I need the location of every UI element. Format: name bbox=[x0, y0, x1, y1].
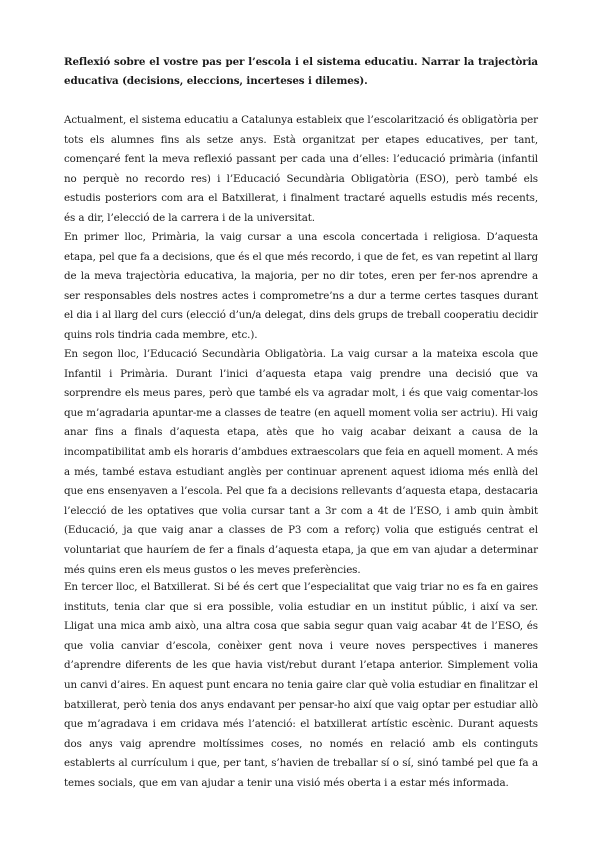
paragraph-intro: Actualment, el sistema educatiu a Catalunya estableix que l’escolarització és obligatòria per tots els alumnes fins als setze anys. Està organitzat per etapes educatives, per tant, començaré fent la meva reflexió passant per cada una d’elles: l’educació primària (infantil no perquè no recordo res) i l’Educació Secundària Obligatòria (ESO), però també els estudis posteriors com ara el Batxillerat, i finalment tractaré aquells estudis més recents, és a dir, l’elecció de la carrera i de la universitat. bbox=[64, 114, 538, 224]
paragraph-batxillerat: En tercer lloc, el Batxillerat. Si bé és cert que l’especialitat que vaig triar no es fa en gaires instituts, tenia clar que si era possible, volia estudiar en un institut públic, i així va ser. Lligat una mica amb això, una altra cosa que sabia segur quan vaig acabar 4t de l’ESO, és que volia canviar d’escola, conèixer gent nova i veure noves perspectives i maneres d’aprendre diferents de les que havia vist/rebut durant l’etapa anterior. Simplement volia un canvi d’aires. En aquest punt encara no tenia gaire clar què volia estudiar en finalitzar el batxillerat, però tenia dos anys endavant per pensar-ho així que vaig optar per estudiar allò que m’agradava i em cridava més l’atenció: el batxillerat artístic escènic. Durant aquests dos anys vaig aprendre moltíssimes coses, no només en relació amb els continguts establerts al currículum i que, per tant, s’havien de treballar sí o sí, sinó també pel que fa a temes socials, que em van ajudar a tenir una visió més oberta i a estar més informada. bbox=[64, 581, 538, 789]
document-title: Reflexió sobre el vostre pas per l’escola i el sistema educatiu. Narrar la trajectòria educativa (decisions, eleccions, incerteses i dilemes). bbox=[64, 56, 538, 88]
paragraph-primaria: En primer lloc, Primària, la vaig cursar a una escola concertada i religiosa. D’aquesta etapa, pel que fa a decisions, que és el que més recordo, i que de fet, es van repetint al llarg de la meva trajectòria educativa, la majoria, per no dir totes, eren per fer-nos aprendre a ser responsables dels nostres actes i comprometre’ns a dur a terme certes tasques durant el dia i al llarg del curs (elecció d’un/a delegat, dins dels grups de treball cooperatiu decidir quins rols tindria cada membre, etc.). bbox=[64, 231, 538, 341]
paragraph-eso: En segon lloc, l’Educació Secundària Obligatòria. La vaig cursar a la mateixa escola que Infantil i Primària. Durant l’inici d’aquesta etapa vaig prendre una decisió que va sorprendre els meus pares, però que també els va agradar molt, i és que vaig comentar-los que m’agradaria apuntar-me a classes de teatre (en aquell moment volia ser actriu). Hi vaig anar fins a finals d’aquesta etapa, atès que ho vaig acabar deixant a causa de la incompatibilitat amb els horaris d’ambdues extraescolars que feia en aquell moment. A més a més, també estava estudiant anglès per continuar aprenent aquest idioma més enllà del que ens ensenyaven a l’escola. Pel que fa a decisions rellevants d’aquesta etapa, destacaria l’elecció de les optatives que volia cursar tant a 3r com a 4t de l’ESO, i amb quin àmbit (Educació, ja que vaig anar a classes de P3 com a reforç) volia que estigués centrat el voluntariat que hauríem de fer a finals d’aquesta etapa, ja que em van ajudar a determinar més quins eren els meus gustos o les meves preferències. bbox=[64, 348, 538, 576]
